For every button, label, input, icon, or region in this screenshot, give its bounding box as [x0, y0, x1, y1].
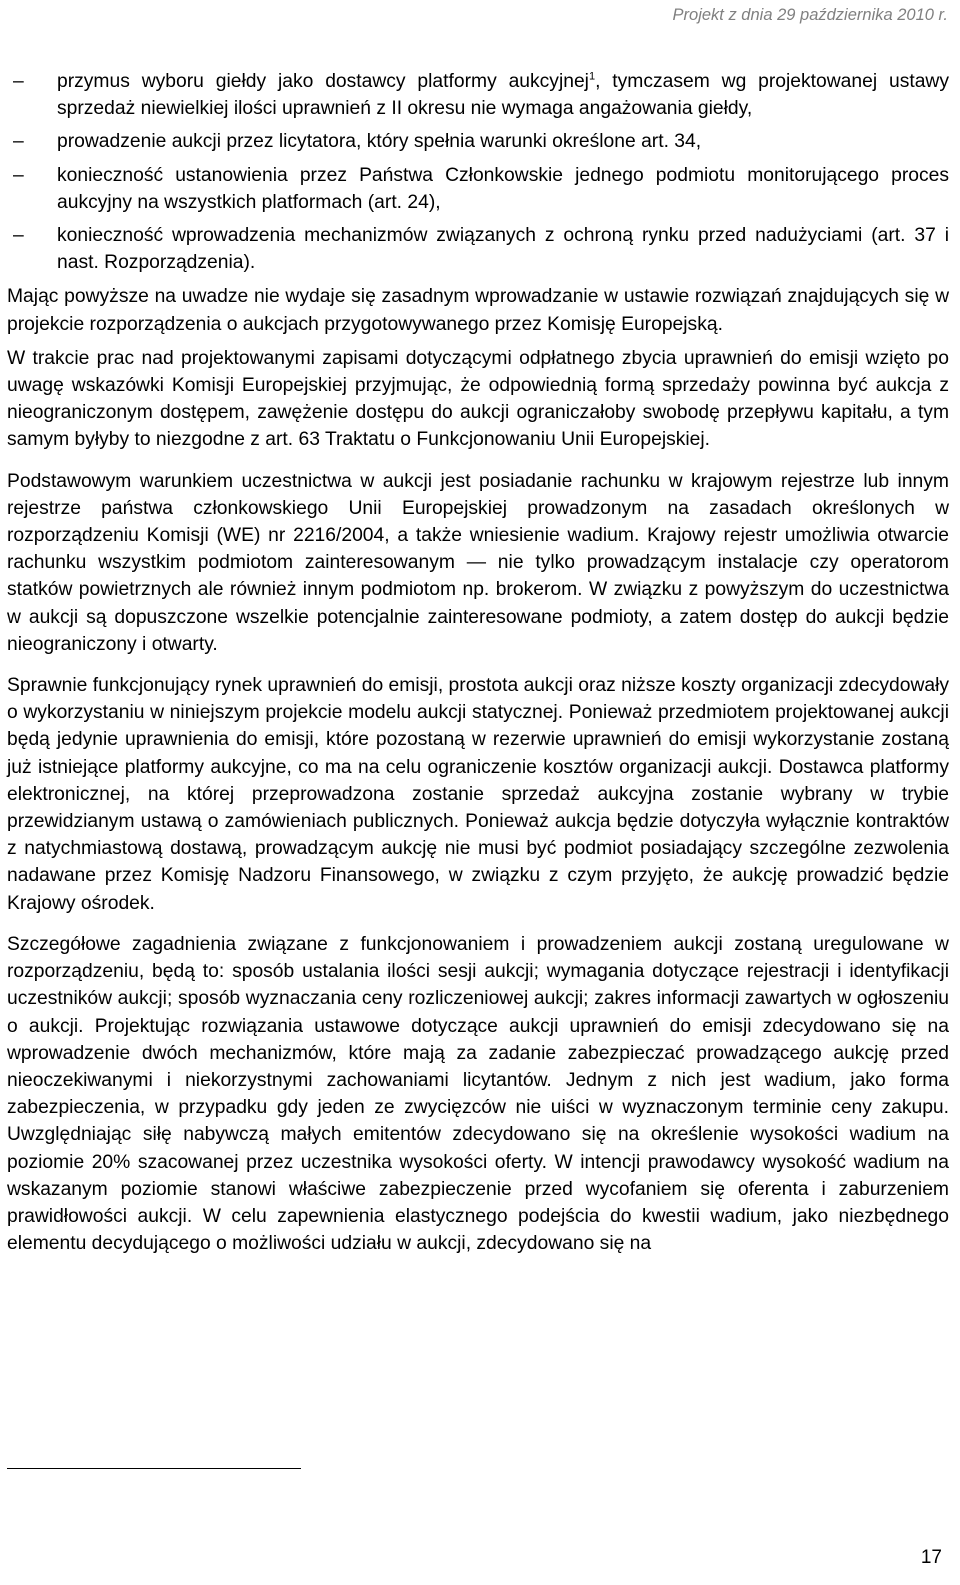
footnote-marker[interactable]: 1 [588, 70, 596, 83]
list-item [7, 222, 949, 276]
list-item-text: konieczność ustanowienia przez Państwa Członkowskie jednego podmiotu monitorującego proces aukcyjny na wszystkich platformach (art. 24), [57, 164, 949, 213]
page-header: Projekt z dnia 29 października 2010 r. [672, 6, 948, 24]
list-item-text-rest: , tymczasem wg projektowanej ustawy sprzedaż niewielkiej ilości uprawnień z II okresu nie wymaga angażowania giełdy, [57, 71, 949, 120]
dash-bullet-icon [13, 162, 33, 189]
paragraph: Sprawnie funkcjonujący rynek uprawnień do emisji, prostota aukcji oraz niższe koszty organizacji zdecydowały o wykorzystaniu w niniejszym projekcie modelu aukcji statycznej. Ponieważ przedmiotem projektowanej aukcji będą jedynie uprawnienia do emisji, które pozostaną w rezerwie uprawnień do emisji wykorzystanie zostaną już istniejące platformy aukcyjne, co ma na celu ograniczenie kosztów organizacji aukcji. Dostawca platformy elektronicznej, na której przeprowadzona zostanie sprzedaż aukcyjna zostanie wybrany w trybie przewidzianym ustawą o zamówieniach publicznych. Ponieważ aukcja będzie dotyczyła wyłącznie kontraktów z natychmiastową dostawą, prowadzącym aukcję nie musi być podmiot posiadający szczególne zezwolenia nadawane przez Komisję Nadzoru Finansowego, w związku z czym przyjęto, że aukcję prowadzić będzie Krajowy ośrodek. [7, 675, 950, 914]
dash-bullet-icon [13, 222, 33, 249]
paragraph: Szczegółowe zagadnienia związane z funkcjonowaniem i prowadzeniem aukcji zostaną uregulowane w rozporządzeniu, będą to: sposób ustalania ilości sesji aukcji; wymagania dotyczące rejestracji i identyfikacji uczestników aukcji; sposób wyznaczania ceny rozliczeniowej aukcji; zakres informacji zawartych w ogłoszeniu o aukcji. Projektując rozwiązania ustawowe dotyczące aukcji uprawnień do emisji zdecydowano się na wprowadzenie dwóch mechanizmów, które mają za zadanie zabezpieczać prowadzącego aukcję przed nieoczekiwanymi i niekorzystnymi zachowaniami licytantów. Jednym z nich jest wadium, jako forma zabezpieczenia, w przypadku gdy jeden ze zwycięzców nie uiści w wyznaczonym terminie ceny zakupu. Uwzględniając siłę nabywczą małych emitentów zdecydowano się na określenie wysokości wadium na poziomie 20% szacowanej przez uczestnika wysokości oferty. W intencji prawodawcy wysokość wadium na wskazanym poziomie stanowi właściwe zabezpieczenie przed wycofaniem się oferenta i zaburzeniem prawidłowości aukcji. W celu zapewnienia elastycznego podejścia do kwestii wadium, jako niezbędnego elementu decydującego o możliwości udziału w aukcji, zdecydowano się na [7, 933, 949, 1255]
paragraph: Mając powyższe na uwadze nie wydaje się zasadnym wprowadzanie w ustawie rozwiązań znajdujących się w projekcie rozporządzenia o aukcjach przygotowywanego przez Komisję Europejską. [7, 286, 949, 335]
list-item [7, 162, 949, 216]
document-body [7, 68, 949, 1264]
list-item-text: przymus wyboru giełdy jako dostawcy platformy aukcyjnej [57, 71, 589, 92]
bullet-list [7, 68, 949, 276]
dash-bullet-icon [13, 68, 33, 95]
dash-bullet-icon [13, 128, 33, 155]
footnote-separator [7, 1468, 301, 1469]
list-item-text: konieczność wprowadzenia mechanizmów związanych z ochroną rynku przed nadużyciami (art. 37 i nast. Rozporządzenia). [57, 225, 949, 274]
list-item-text: prowadzenie aukcji przez licytatora, który spełnia warunki określone art. 34, [57, 131, 702, 153]
list-item [7, 128, 949, 155]
paragraph: Podstawowym warunkiem uczestnictwa w aukcji jest posiadanie rachunku w krajowym rejestrze lub innym rejestrze państwa członkowskiego Unii Europejskiej prowadzonym na zasadach określonych w rozporządzeniu Komisji (WE) nr 2216/2004, a także wniesienie wadium. Krajowy rejestr umożliwia otwarcie rachunku wszystkim podmiotom zainteresowanym — nie tylko prowadzącym instalacje czy operatorom statków powietrznych ale również innym podmiotom np. brokerom. W związku z powyższym do uczestnictwa w aukcji są dopuszczone wszelkie potencjalnie zainteresowane podmioty, a zatem dostęp do aukcji będzie nieograniczony i otwarty. [7, 470, 949, 655]
paragraph: W trakcie prac nad projektowanymi zapisami dotyczącymi odpłatnego zbycia uprawnień do emisji wzięto po uwagę wskazówki Komisji Europejskiej przyjmując, że odpowiednią formą sprzedaży powinna być aukcja z nieograniczonym dostępem, zawężenie dostępu do aukcji ograniczałoby swobodę przepływu kapitału, a tym samym byłyby to niezgodne z art. 63 Traktatu o Funkcjonowaniu Unii Europejskiej. [7, 347, 949, 451]
list-item [7, 68, 949, 122]
page-number: 17 [920, 1547, 942, 1568]
